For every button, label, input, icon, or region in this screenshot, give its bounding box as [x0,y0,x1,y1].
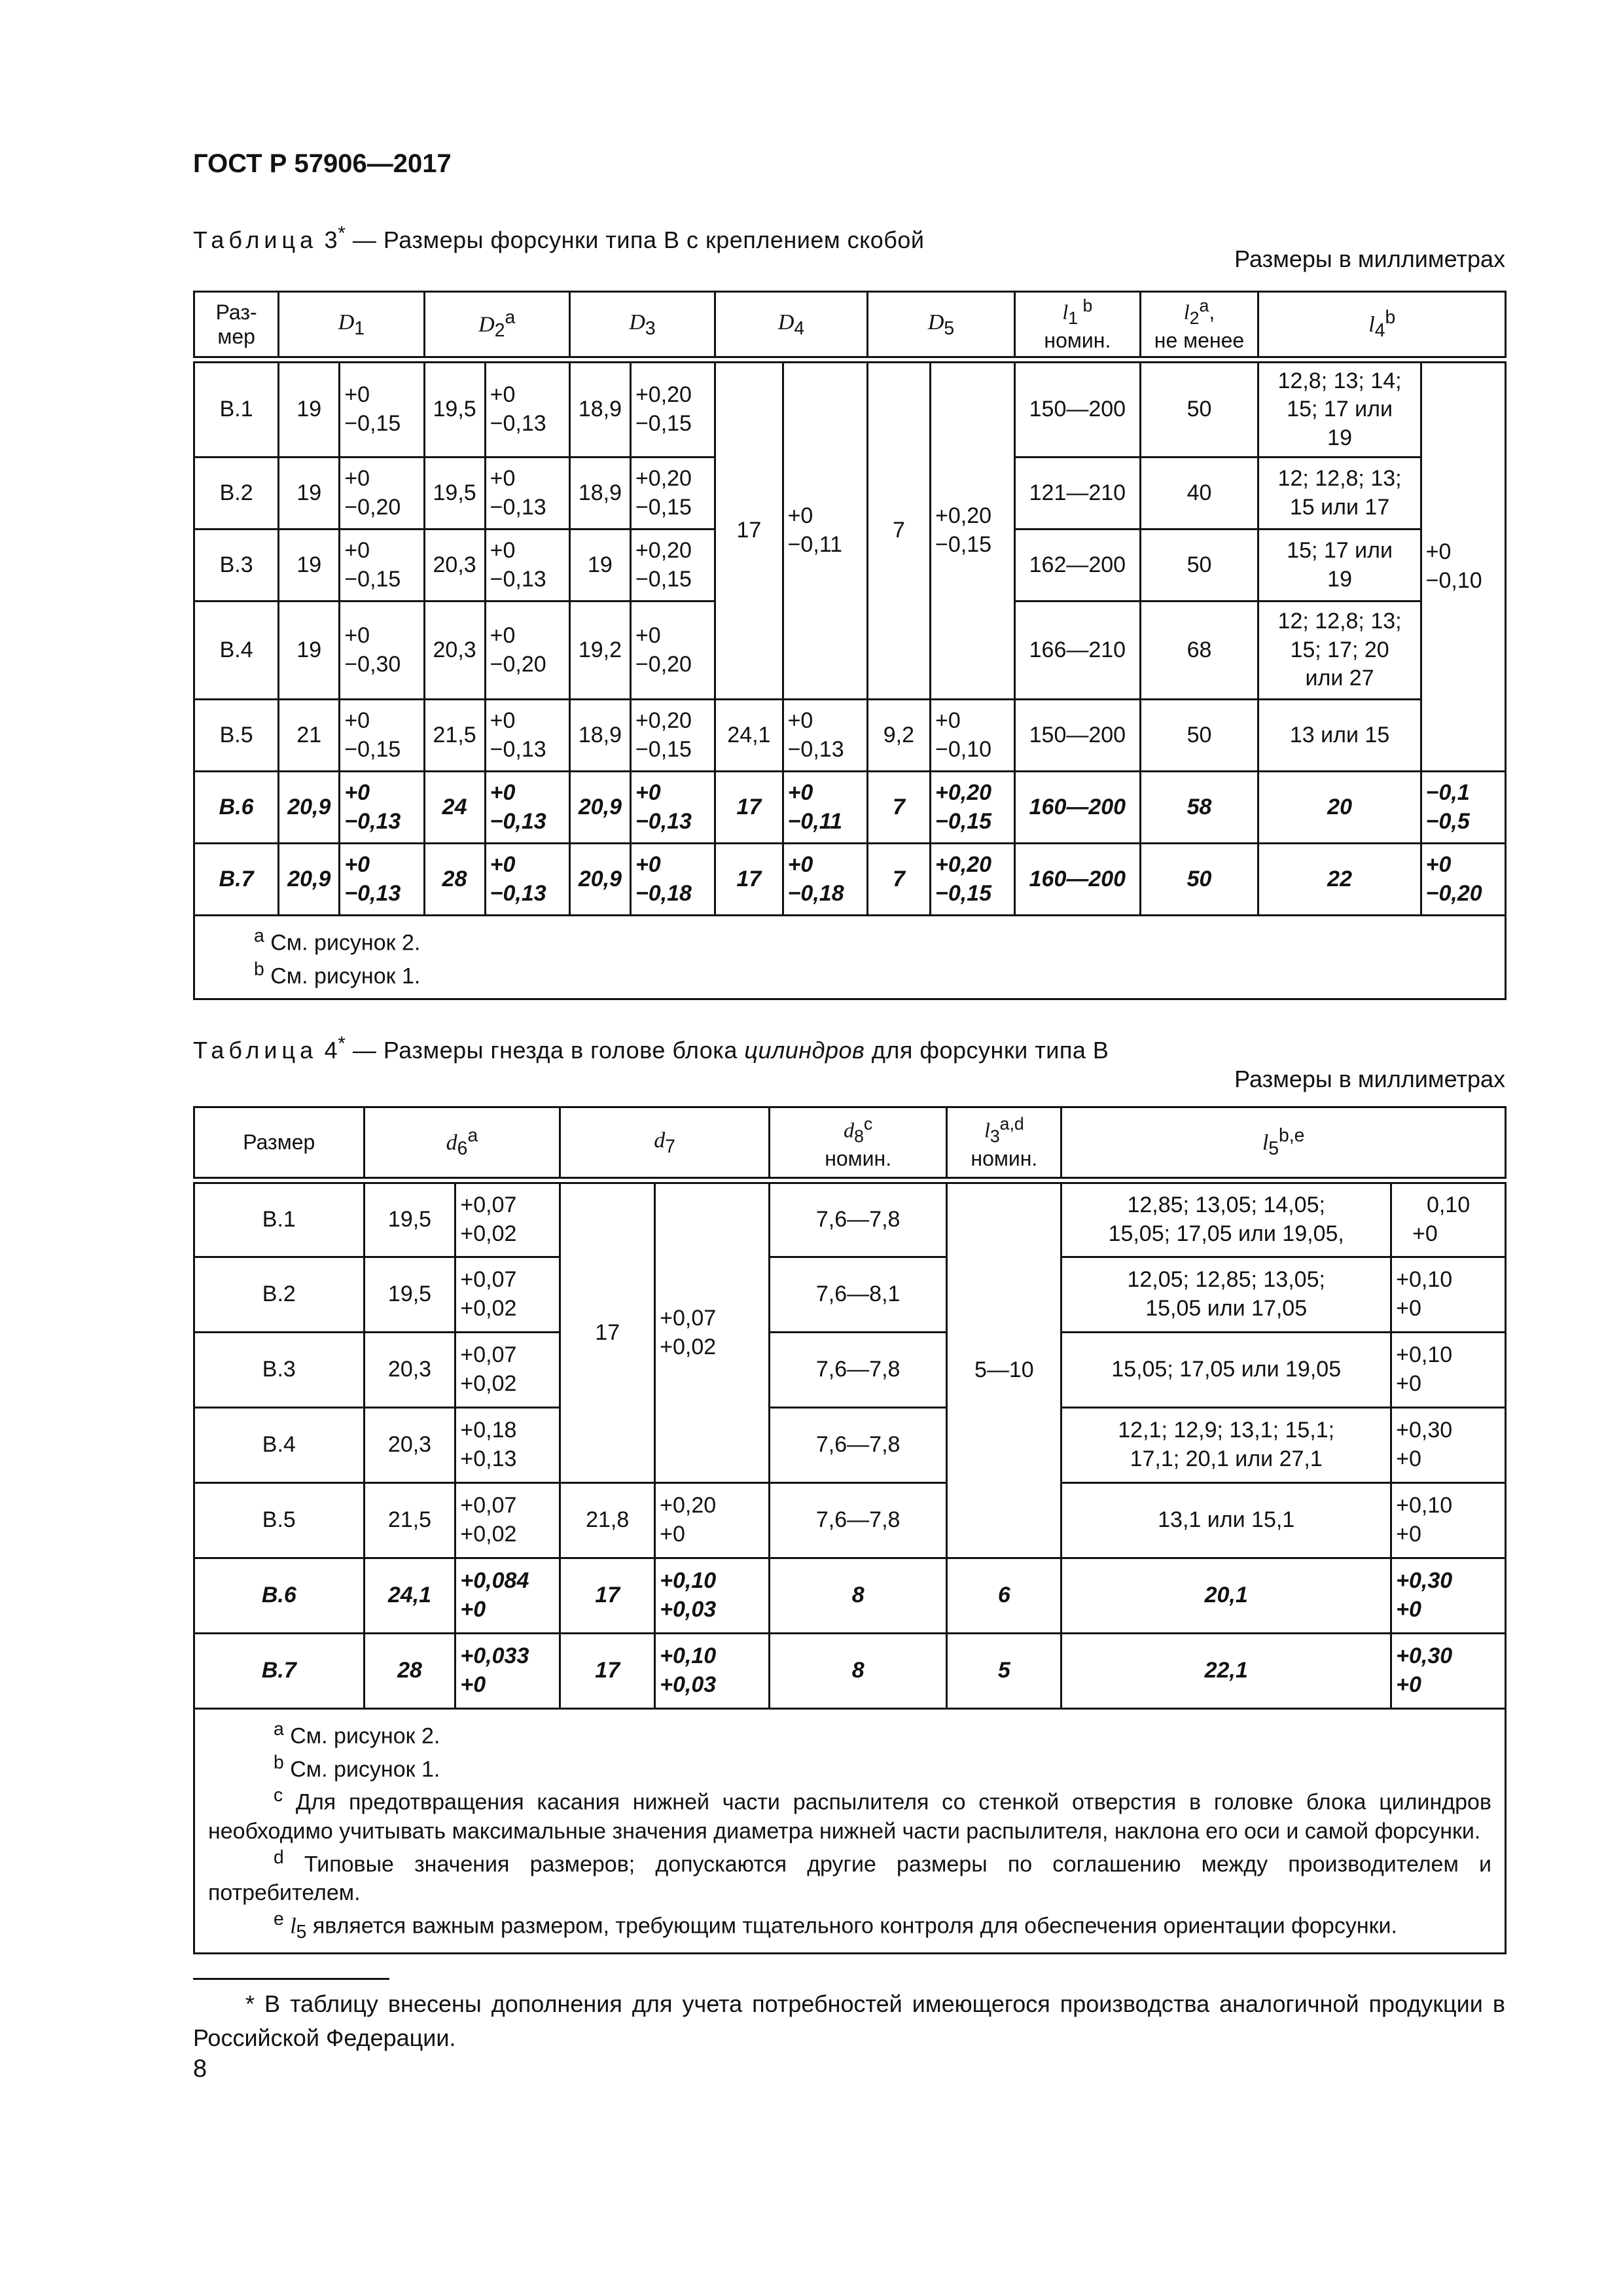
t3-cell-d5-tol: +0,20 −0,15 [930,844,1014,916]
t3-cell-d3: 18,9 [569,457,630,529]
t4-h-d6: $d_6^a$ [364,1107,560,1178]
t3-cell-d1-tol: +0 −0,15 [340,700,424,772]
t4-cell-l5: 12,05; 12,85; 13,05; 15,05 или 17,05 [1061,1257,1391,1333]
t4-note-a: $^a$ См. рисунок 2. [274,1719,440,1749]
t3-cell-d2: 20,3 [424,601,485,700]
t3-cell-d3: 19,2 [569,601,630,700]
t3-cell-d1-tol: +0 −0,15 [340,363,424,457]
t4-cell-d6-tol: +0,033 +0 [455,1634,560,1709]
table4-header-row [194,1107,1506,1178]
t3-cell-l2: 50 [1140,529,1258,601]
t3-cell-d2: 24 [424,772,485,844]
t3-cell-d5: 9,2 [867,700,930,772]
t4-cell-d7: 17 [560,1558,655,1634]
t4-cell-l5-tol: +0,10 +0 [1391,1483,1506,1558]
t3-cell-l2: 40 [1140,457,1258,529]
table4-caption-italic: цилиндров [744,1037,865,1064]
t3-cell-d3: 19 [569,529,630,601]
t3-notes-row [194,916,1506,999]
t3-cell-l2: 50 [1140,363,1258,457]
t3-row-b5 [194,700,1506,772]
t3-cell-d1-tol: +0 −0,13 [340,844,424,916]
t3-cell-d4-tol: +0 −0,18 [783,844,867,916]
t4-cell-d8: 8 [769,1558,947,1634]
t4-cell-size: B.1 [194,1183,365,1257]
t4-cell-l3: 6 [947,1558,1061,1634]
t3-h-size: Раз- мер [194,292,279,357]
t3-cell-l4: 22 [1258,844,1421,916]
t3-cell-d3-tol: +0,20 −0,15 [630,363,715,457]
t3-cell-l1: 166—210 [1015,601,1140,700]
t4-cell-d6-tol: +0,07 +0,02 [455,1257,560,1333]
table4-caption [193,1033,1109,1064]
t3-cell-l2: 50 [1140,844,1258,916]
t3-note-a: $^a$ См. рисунок 2. [254,925,421,956]
t3-cell-d1: 20,9 [279,844,340,916]
t4-cell-l3: 5 [947,1634,1061,1709]
t3-h-D2: $D_2^a$ [424,292,569,357]
t3-cell-d1-tol: +0 −0,20 [340,457,424,529]
t4-cell-size: B.2 [194,1257,365,1333]
table4 [193,1106,1507,1954]
table3-caption-text: — Размеры форсунки типа В с креплением скобой [346,226,925,253]
t4-cell-l5: 15,05; 17,05 или 19,05 [1061,1333,1391,1408]
table4-caption-star: * [338,1033,346,1054]
t3-cell-d1: 19 [279,529,340,601]
table3-caption-star: * [338,223,346,244]
t4-cell-d6: 21,5 [364,1483,455,1558]
t3-h-D3: $D_3$ [569,292,715,357]
t3-cell-d1: 21 [279,700,340,772]
t4-h-d8: $d_8^c$ номин. [769,1107,947,1178]
t4-note-d: $^d$ Типовые значения размеров; допускаются другие размеры по соглашению между производителем и потребителем. [208,1846,1491,1906]
t4-cell-d6: 19,5 [364,1183,455,1257]
t3-row-b1 [194,363,1506,457]
t3-cell-l4-tol: +0 −0,20 [1421,844,1505,916]
t3-cell-l1: 160—200 [1015,772,1140,844]
t4-cell-d8: 8 [769,1634,947,1709]
t4-h-size: Размер [194,1107,365,1178]
table4-caption-post: для форсунки типа В [865,1037,1109,1064]
t3-cell-l1: 160—200 [1015,844,1140,916]
t3-h-D5: $D_5$ [867,292,1014,357]
t3-cell-l4: 13 или 15 [1258,700,1421,772]
t3-cell-d1: 19 [279,363,340,457]
t3-cell-l1: 150—200 [1015,700,1140,772]
table4-notes [194,1709,1506,1954]
t3-cell-d3-tol: +0,20 −0,15 [630,457,715,529]
t4-row-b7 [194,1634,1506,1709]
t4-note-e: $^e$ $l_5$ является важным размером, требующим тщательного контроля для обеспечения ориентации форсунки. [274,1909,1397,1943]
t4-cell-d7-tol: +0,10 +0,03 [655,1558,770,1634]
t4-cell-l5: 22,1 [1061,1634,1391,1709]
t3-cell-d2-tol: +0 −0,13 [485,772,569,844]
t4-cell-d7-tol: +0,20 +0 [655,1483,770,1558]
t3-cell-d4-tol-merged: +0 −0,11 [783,363,867,700]
t3-h-D1: $D_1$ [279,292,424,357]
t3-cell-l4: 15; 17 или 19 [1258,529,1421,601]
table4-caption-word: Таблица [193,1037,318,1064]
t3-cell-d4-tol: +0 −0,11 [783,772,867,844]
t4-cell-d6: 20,3 [364,1408,455,1483]
t3-cell-l4: 20 [1258,772,1421,844]
t3-cell-d2-tol: +0 −0,13 [485,529,569,601]
t4-notes-row [194,1709,1506,1954]
t3-cell-l1: 150—200 [1015,363,1140,457]
t3-cell-d1: 19 [279,457,340,529]
t4-cell-d7-merged: 17 [560,1183,655,1483]
t4-cell-d7-tol-merged: +0,07 +0,02 [655,1183,770,1483]
t4-cell-d8: 7,6—8,1 [769,1257,947,1333]
t4-cell-d6-tol: +0,07 +0,02 [455,1183,560,1257]
t4-row-b6 [194,1558,1506,1634]
t4-cell-d8: 7,6—7,8 [769,1333,947,1408]
t3-cell-l1: 162—200 [1015,529,1140,601]
t4-h-l3: $l_3^{a,d}$ номин. [947,1107,1061,1178]
t3-cell-l2: 68 [1140,601,1258,700]
page-number: 8 [193,2055,207,2083]
table3-caption [193,223,925,254]
t3-cell-d2: 20,3 [424,529,485,601]
t3-cell-d2-tol: +0 −0,13 [485,844,569,916]
t4-cell-size: B.6 [194,1558,365,1634]
t3-cell-d3: 18,9 [569,700,630,772]
t3-h-l2: $l_2^a$, не менее [1140,292,1258,357]
t3-cell-d5: 7 [867,844,930,916]
t3-cell-d3: 20,9 [569,772,630,844]
t3-cell-d4: 17 [715,772,783,844]
t3-cell-d5-merged: 7 [867,363,930,700]
t4-cell-size: B.4 [194,1408,365,1483]
t3-h-l1: $l_1$ $^b$ номин. [1015,292,1140,357]
t4-cell-l5: 12,1; 12,9; 13,1; 15,1; 17,1; 20,1 или 27,1 [1061,1408,1391,1483]
t3-cell-d5-tol: +0 −0,10 [930,700,1014,772]
t4-row-b2 [194,1257,1506,1333]
t3-cell-d3-tol: +0 −0,18 [630,844,715,916]
t4-note-b: $^b$ См. рисунок 1. [274,1751,440,1782]
t3-cell-d2-tol: +0 −0,13 [485,457,569,529]
t4-cell-size: B.7 [194,1634,365,1709]
t3-cell-d4-tol: +0 −0,13 [783,700,867,772]
t3-cell-d1-tol: +0 −0,13 [340,772,424,844]
t4-cell-d6-tol: +0,07 +0,02 [455,1333,560,1408]
t3-cell-size: B.7 [194,844,279,916]
t3-cell-d2: 21,5 [424,700,485,772]
t4-cell-d6: 19,5 [364,1257,455,1333]
table3-units: Размеры в миллиметрах [1234,245,1505,272]
t3-cell-size: B.4 [194,601,279,700]
t3-cell-l4: 12,8; 13; 14; 15; 17 или 19 [1258,363,1421,457]
t3-cell-l2: 58 [1140,772,1258,844]
t4-cell-d7: 21,8 [560,1483,655,1558]
table3-caption-num: 3 [324,226,338,253]
t4-cell-d8: 7,6—7,8 [769,1483,947,1558]
t3-cell-l4-tol-merged: +0 −0,10 [1421,363,1505,772]
t4-cell-l5-tol: +0,10 +0 [1391,1257,1506,1333]
t4-cell-l5: 12,85; 13,05; 14,05; 15,05; 17,05 или 19,05, [1061,1183,1391,1257]
t4-h-d7: $d_7$ [560,1107,770,1178]
t3-cell-d3-tol: +0 −0,20 [630,601,715,700]
t4-cell-l5-tol: +0,30 +0 [1391,1634,1506,1709]
t3-cell-size: B.6 [194,772,279,844]
t4-h-l5: $l_5^{b,e}$ [1061,1107,1506,1178]
t4-cell-size: B.3 [194,1333,365,1408]
t4-cell-d6-tol: +0,084 +0 [455,1558,560,1634]
t3-cell-size: B.5 [194,700,279,772]
t3-cell-d2: 19,5 [424,457,485,529]
t4-cell-l5-tol: +0,10 +0 [1391,1333,1506,1408]
t3-cell-d5-tol-merged: +0,20 −0,15 [930,363,1014,700]
t3-cell-d3-tol: +0,20 −0,15 [630,700,715,772]
t3-row-b7 [194,844,1506,916]
table4-caption-pre: — Размеры гнезда в голове блока [346,1037,745,1064]
table4-units: Размеры в миллиметрах [1234,1066,1505,1092]
t3-cell-d4: 17 [715,844,783,916]
t3-cell-d2-tol: +0 −0,13 [485,700,569,772]
t4-cell-l5: 20,1 [1061,1558,1391,1634]
t4-cell-l3-merged: 5—10 [947,1183,1061,1558]
t3-cell-d5: 7 [867,772,930,844]
t3-cell-d3: 20,9 [569,844,630,916]
t3-cell-d3-tol: +0,20 −0,15 [630,529,715,601]
t3-h-l4: $l_4^b$ [1258,292,1506,357]
t3-h-D4: $D_4$ [715,292,868,357]
table3-caption-word: Таблица [193,226,318,253]
table3-notes [194,916,1506,999]
table3-header-row [194,292,1506,357]
t3-cell-d4: 24,1 [715,700,783,772]
t3-cell-d4-merged: 17 [715,363,783,700]
t3-cell-d3: 18,9 [569,363,630,457]
t4-cell-l5: 13,1 или 15,1 [1061,1483,1391,1558]
t3-cell-d5-tol: +0,20 −0,15 [930,772,1014,844]
t3-cell-d3-tol: +0 −0,13 [630,772,715,844]
t4-cell-d6: 28 [364,1634,455,1709]
t4-cell-d6-tol: +0,07 +0,02 [455,1483,560,1558]
t3-cell-l4-tol: −0,1 −0,5 [1421,772,1505,844]
t4-cell-l5-tol: +0,30 +0 [1391,1558,1506,1634]
footnote-separator [193,1978,389,1980]
t3-cell-l1: 121—210 [1015,457,1140,529]
t3-cell-size: B.1 [194,363,279,457]
t4-row-b3 [194,1333,1506,1408]
t3-cell-d2-tol: +0 −0,13 [485,363,569,457]
t4-row-b5 [194,1483,1506,1558]
t3-cell-size: B.3 [194,529,279,601]
t3-cell-l2: 50 [1140,700,1258,772]
t4-cell-size: B.5 [194,1483,365,1558]
t4-cell-d6: 24,1 [364,1558,455,1634]
t3-cell-d2-tol: +0 −0,20 [485,601,569,700]
t3-cell-d2: 28 [424,844,485,916]
t4-cell-l5-tol: +0,30 +0 [1391,1408,1506,1483]
t4-cell-d8: 7,6—7,8 [769,1408,947,1483]
t3-note-b: $^b$ См. рисунок 1. [254,958,421,988]
t3-cell-d1-tol: +0 −0,30 [340,601,424,700]
t4-cell-d6-tol: +0,18 +0,13 [455,1408,560,1483]
table3 [193,291,1507,1000]
t4-cell-d8: 7,6—7,8 [769,1183,947,1257]
t4-cell-d7: 17 [560,1634,655,1709]
t3-cell-d1: 20,9 [279,772,340,844]
t3-cell-d1: 19 [279,601,340,700]
document-header: ГОСТ Р 57906—2017 [193,149,452,178]
t4-cell-l5-tol: 0,10 +0 [1391,1183,1506,1257]
t4-note-c: $^c$ Для предотвращения касания нижней части распылителя со стенкой отверстия в головке блока цилиндров необходимо учитывать максимальные значения диаметра нижней части распылителя, наклона его оси и самой форсунки. [208,1785,1491,1844]
t3-cell-l4: 12; 12,8; 13; 15; 17; 20 или 27 [1258,601,1421,700]
t4-row-b4 [194,1408,1506,1483]
t3-cell-d2: 19,5 [424,363,485,457]
t4-cell-d6: 20,3 [364,1333,455,1408]
footnote: * В таблицу внесены дополнения для учета потребностей имеющегося производства аналогичной продукции в Российской Федерации. [193,1990,1505,2052]
t4-cell-d7-tol: +0,10 +0,03 [655,1634,770,1709]
t3-cell-size: B.2 [194,457,279,529]
t4-row-b1 [194,1183,1506,1257]
t3-cell-l4: 12; 12,8; 13; 15 или 17 [1258,457,1421,529]
t3-row-b6 [194,772,1506,844]
t3-cell-d1-tol: +0 −0,15 [340,529,424,601]
table4-caption-num: 4 [324,1037,338,1064]
